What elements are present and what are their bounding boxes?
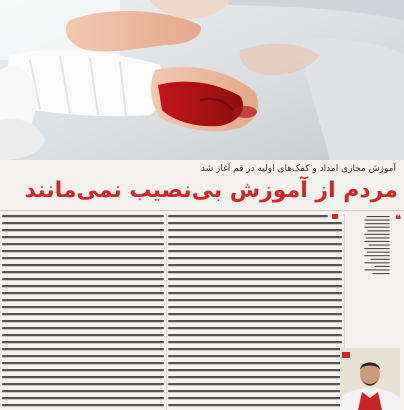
- article-headline: مردم از آموزش بی‌نصیب نمی‌مانند: [24, 178, 398, 203]
- body-column-left: [2, 214, 164, 410]
- body-text-lines-right: [168, 214, 342, 410]
- body-column-right: [168, 214, 342, 410]
- author-portrait: [340, 348, 400, 410]
- headline-rule: [0, 210, 404, 211]
- quote-mark-icon: ❝: [395, 214, 401, 226]
- body-text-lines-left: [2, 214, 164, 410]
- article-photo: [0, 0, 404, 160]
- column-divider: [166, 214, 167, 410]
- pull-quote-text-lines: [352, 216, 402, 276]
- article-kicker: آموزش مجازی امداد و کمک‌های اولیه در قم آغاز شد: [200, 164, 396, 174]
